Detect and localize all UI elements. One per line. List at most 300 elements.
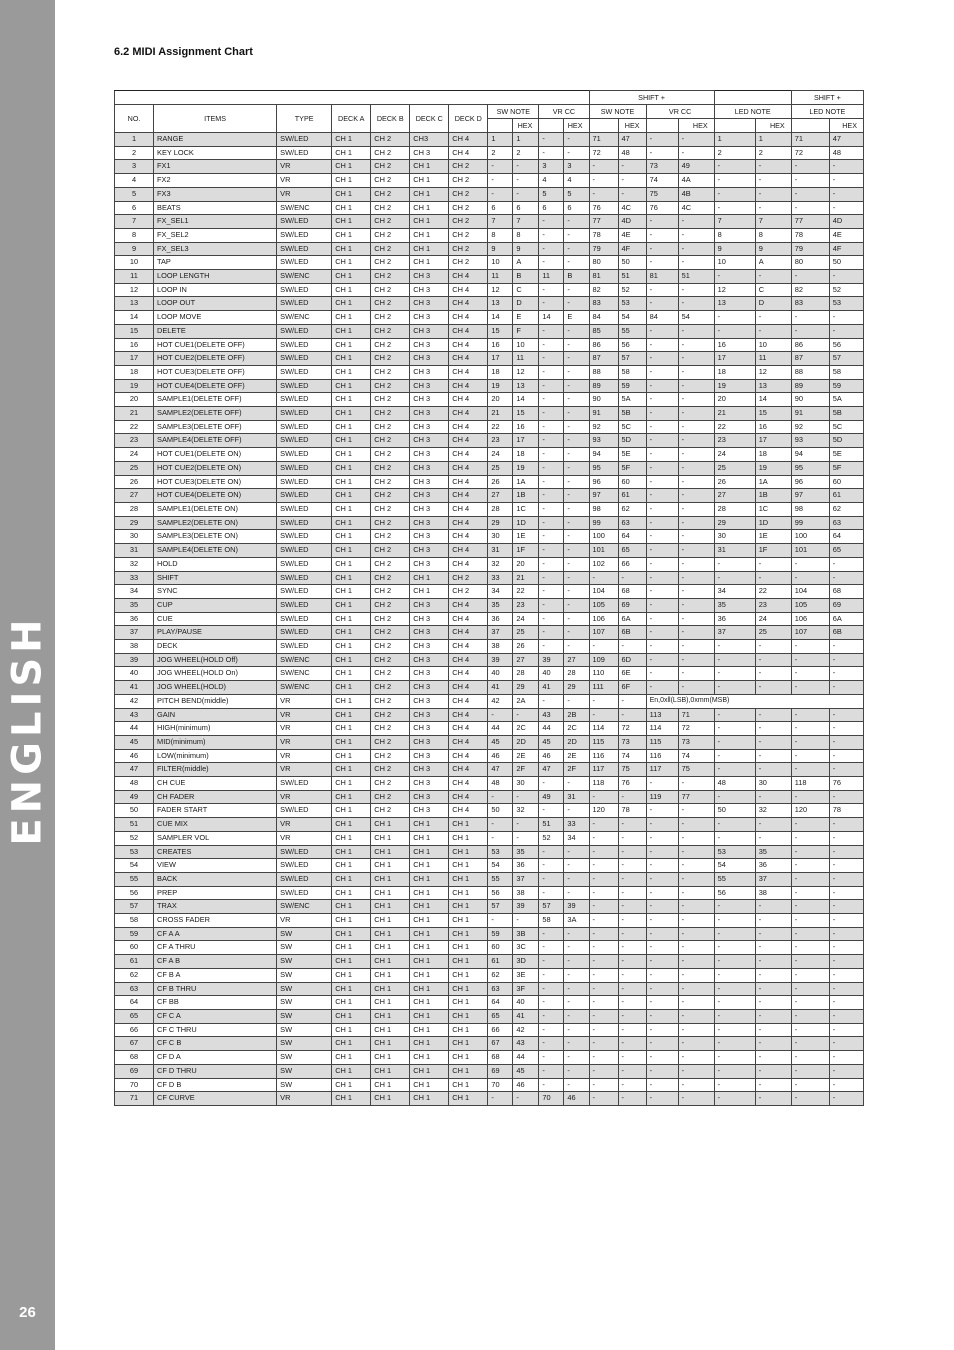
table-cell: SW/LED — [277, 544, 332, 558]
table-cell: - — [589, 1064, 618, 1078]
table-cell: - — [678, 475, 714, 489]
row-number: 9 — [115, 242, 154, 256]
table-cell: CH 3 — [410, 146, 449, 160]
table-cell: - — [564, 297, 589, 311]
table-cell: - — [539, 941, 564, 955]
item-name: TAP — [154, 256, 277, 270]
table-cell: D — [513, 297, 539, 311]
table-row — [115, 1092, 864, 1106]
item-name: HOT CUE4(DELETE OFF) — [154, 379, 277, 393]
table-cell: - — [791, 1078, 829, 1092]
table-cell: - — [564, 872, 589, 886]
table-cell: CH 4 — [449, 270, 488, 284]
table-cell: CH 3 — [410, 790, 449, 804]
table-cell: 27 — [488, 489, 513, 503]
table-cell: 1B — [755, 489, 791, 503]
table-cell: - — [618, 571, 646, 585]
table-cell: SW/LED — [277, 379, 332, 393]
table-row — [115, 461, 864, 475]
table-cell: SW/LED — [277, 338, 332, 352]
table-cell: - — [564, 996, 589, 1010]
table-cell: 56 — [714, 886, 755, 900]
table-cell: CH 2 — [371, 708, 410, 722]
table-cell: 7 — [513, 215, 539, 229]
table-cell: 4 — [539, 174, 564, 188]
item-name: CUP — [154, 598, 277, 612]
table-cell: SW/LED — [277, 612, 332, 626]
table-cell: - — [829, 1092, 863, 1106]
table-cell: 41 — [513, 1010, 539, 1024]
table-cell: 22 — [513, 585, 539, 599]
table-cell: CH 1 — [332, 749, 371, 763]
table-cell: - — [678, 352, 714, 366]
table-cell: - — [564, 626, 589, 640]
table-cell: 78 — [589, 228, 618, 242]
table-cell: 4C — [678, 201, 714, 215]
table-cell: CH 3 — [410, 777, 449, 791]
table-cell: CH 2 — [449, 242, 488, 256]
table-cell: 23 — [513, 598, 539, 612]
table-cell: - — [646, 215, 678, 229]
table-cell: - — [539, 927, 564, 941]
table-cell: - — [714, 270, 755, 284]
table-cell: - — [791, 818, 829, 832]
table-cell: - — [829, 818, 863, 832]
table-cell: - — [618, 818, 646, 832]
table-cell: 2C — [513, 722, 539, 736]
table-cell: SW/LED — [277, 256, 332, 270]
table-cell: - — [678, 1023, 714, 1037]
item-name: CF A THRU — [154, 941, 277, 955]
table-cell: 16 — [513, 420, 539, 434]
table-cell: CH 1 — [371, 1037, 410, 1051]
item-name: GAIN — [154, 708, 277, 722]
midi-assignment-table — [114, 90, 864, 1106]
table-row — [115, 407, 864, 421]
item-name: HOT CUE1(DELETE ON) — [154, 448, 277, 462]
table-cell: - — [589, 1037, 618, 1051]
col-header-deck-d: DECK D — [449, 105, 488, 133]
table-cell: - — [564, 242, 589, 256]
hex-header: HEX — [564, 119, 589, 133]
table-cell: 43 — [513, 1037, 539, 1051]
table-cell: - — [618, 1023, 646, 1037]
table-cell: CH 1 — [410, 996, 449, 1010]
table-cell: VR — [277, 174, 332, 188]
table-cell: 75 — [678, 763, 714, 777]
table-row — [115, 818, 864, 832]
table-cell: 44 — [488, 722, 513, 736]
table-cell: CH 1 — [332, 201, 371, 215]
table-cell: - — [539, 352, 564, 366]
col-header-deck-a: DECK A — [332, 105, 371, 133]
table-cell: 21 — [714, 407, 755, 421]
table-cell: 5B — [618, 407, 646, 421]
table-body — [115, 133, 864, 1106]
row-number: 2 — [115, 146, 154, 160]
table-cell: - — [646, 1037, 678, 1051]
table-cell: - — [564, 968, 589, 982]
table-cell: 64 — [618, 530, 646, 544]
table-cell: - — [589, 640, 618, 654]
table-cell: - — [618, 160, 646, 174]
table-cell: 58 — [829, 365, 863, 379]
table-cell: - — [539, 585, 564, 599]
table-cell: 30 — [714, 530, 755, 544]
table-cell: 24 — [488, 448, 513, 462]
table-cell: B — [513, 270, 539, 284]
table-cell: - — [564, 557, 589, 571]
table-cell: CH 3 — [410, 393, 449, 407]
table-cell: 23 — [488, 434, 513, 448]
table-cell: - — [714, 1010, 755, 1024]
item-name: CROSS FADER — [154, 914, 277, 928]
shift-group-header: SHIFT + — [791, 91, 863, 105]
table-cell: CH 1 — [371, 982, 410, 996]
table-cell: - — [564, 1064, 589, 1078]
table-cell: 4E — [618, 228, 646, 242]
table-cell: SW/LED — [277, 365, 332, 379]
table-cell: 2 — [755, 146, 791, 160]
table-cell: - — [714, 187, 755, 201]
table-cell: 116 — [589, 749, 618, 763]
item-name: DECK — [154, 640, 277, 654]
table-cell: 64 — [488, 996, 513, 1010]
table-cell: 22 — [755, 585, 791, 599]
table-cell: CH 1 — [332, 612, 371, 626]
table-row — [115, 735, 864, 749]
table-cell: CH 1 — [332, 708, 371, 722]
table-cell: - — [646, 379, 678, 393]
table-cell: - — [678, 886, 714, 900]
table-cell: 44 — [539, 722, 564, 736]
row-number: 7 — [115, 215, 154, 229]
table-cell: - — [678, 557, 714, 571]
row-number: 60 — [115, 941, 154, 955]
table-cell: 62 — [488, 968, 513, 982]
table-cell: - — [791, 201, 829, 215]
table-cell: 54 — [714, 859, 755, 873]
table-cell: - — [488, 790, 513, 804]
table-cell: 37 — [714, 626, 755, 640]
table-cell: CH 2 — [371, 434, 410, 448]
table-cell: CH 3 — [410, 530, 449, 544]
table-cell: - — [564, 845, 589, 859]
table-cell: F — [513, 324, 539, 338]
table-cell: 1F — [755, 544, 791, 558]
table-cell: 4F — [829, 242, 863, 256]
table-cell: 70 — [539, 1092, 564, 1106]
table-cell: 33 — [488, 571, 513, 585]
table-row — [115, 777, 864, 791]
table-cell: - — [488, 708, 513, 722]
table-cell: - — [678, 215, 714, 229]
table-cell: VR — [277, 790, 332, 804]
item-name: SAMPLE2(DELETE ON) — [154, 516, 277, 530]
table-cell: - — [829, 982, 863, 996]
table-cell: 4D — [829, 215, 863, 229]
col-header-led-note: LED NOTE — [714, 105, 791, 119]
table-cell: 5 — [539, 187, 564, 201]
table-cell: - — [678, 612, 714, 626]
row-number: 30 — [115, 530, 154, 544]
table-cell: 91 — [589, 407, 618, 421]
table-cell: CH 1 — [332, 228, 371, 242]
table-cell: CH 1 — [410, 845, 449, 859]
table-cell: - — [678, 283, 714, 297]
table-cell: 16 — [488, 338, 513, 352]
table-cell: SW/LED — [277, 434, 332, 448]
table-cell: - — [791, 324, 829, 338]
table-cell: 5D — [618, 434, 646, 448]
table-cell: 71 — [791, 133, 829, 147]
table-cell: CH 2 — [371, 461, 410, 475]
table-cell: CH 2 — [371, 557, 410, 571]
table-cell: 1D — [755, 516, 791, 530]
table-cell: - — [714, 557, 755, 571]
table-cell: VR — [277, 160, 332, 174]
table-cell: - — [678, 804, 714, 818]
table-cell: - — [564, 516, 589, 530]
table-cell: 14 — [513, 393, 539, 407]
table-cell: 15 — [755, 407, 791, 421]
row-number: 26 — [115, 475, 154, 489]
table-cell: - — [678, 927, 714, 941]
item-name: LOOP IN — [154, 283, 277, 297]
table-cell: - — [646, 585, 678, 599]
item-name: CUE MIX — [154, 818, 277, 832]
table-cell: - — [539, 859, 564, 873]
table-cell: - — [714, 324, 755, 338]
table-cell: CH 3 — [410, 461, 449, 475]
table-cell: - — [589, 900, 618, 914]
table-cell: SW/ENC — [277, 681, 332, 695]
table-cell: - — [755, 831, 791, 845]
table-cell: 4E — [829, 228, 863, 242]
table-cell: - — [564, 694, 589, 708]
item-name: PITCH BEND(middle) — [154, 694, 277, 708]
table-cell: 35 — [488, 598, 513, 612]
table-cell: 19 — [714, 379, 755, 393]
table-cell: SW/LED — [277, 242, 332, 256]
table-cell: CH 2 — [371, 777, 410, 791]
table-cell: 7 — [714, 215, 755, 229]
table-cell: - — [618, 187, 646, 201]
table-cell: 1A — [513, 475, 539, 489]
table-cell: CH 2 — [449, 160, 488, 174]
item-name: LOW(minimum) — [154, 749, 277, 763]
table-cell: CH 1 — [449, 1010, 488, 1024]
table-row — [115, 516, 864, 530]
table-cell: CH 2 — [371, 256, 410, 270]
item-name: CUE — [154, 612, 277, 626]
table-cell: 10 — [714, 256, 755, 270]
table-cell: - — [646, 968, 678, 982]
table-cell: 5D — [829, 434, 863, 448]
table-row — [115, 831, 864, 845]
table-cell: 39 — [488, 653, 513, 667]
table-cell: - — [714, 201, 755, 215]
table-cell: - — [539, 777, 564, 791]
table-cell: - — [646, 228, 678, 242]
table-cell: - — [618, 1078, 646, 1092]
table-cell: 53 — [488, 845, 513, 859]
table-cell: - — [646, 530, 678, 544]
table-cell: 24 — [513, 612, 539, 626]
table-cell: CH 1 — [332, 694, 371, 708]
table-cell: CH 1 — [332, 1092, 371, 1106]
table-cell: 1C — [513, 502, 539, 516]
table-cell: SW — [277, 996, 332, 1010]
table-cell: - — [513, 831, 539, 845]
table-cell: CH 1 — [371, 818, 410, 832]
table-cell: 80 — [589, 256, 618, 270]
table-cell: - — [564, 215, 589, 229]
row-number: 12 — [115, 283, 154, 297]
row-number: 28 — [115, 502, 154, 516]
table-cell: - — [714, 681, 755, 695]
table-cell: - — [714, 653, 755, 667]
table-cell: 6 — [564, 201, 589, 215]
table-cell: 60 — [488, 941, 513, 955]
table-cell: - — [678, 941, 714, 955]
table-cell: 36 — [714, 612, 755, 626]
table-cell: CH 1 — [332, 448, 371, 462]
table-cell: - — [791, 831, 829, 845]
table-row — [115, 804, 864, 818]
table-cell: - — [646, 598, 678, 612]
item-name: SAMPLE1(DELETE ON) — [154, 502, 277, 516]
table-row — [115, 557, 864, 571]
row-number: 61 — [115, 955, 154, 969]
table-cell: - — [646, 996, 678, 1010]
table-cell: - — [678, 653, 714, 667]
table-cell: - — [755, 201, 791, 215]
table-cell: - — [564, 352, 589, 366]
table-cell: - — [646, 489, 678, 503]
table-cell: - — [539, 598, 564, 612]
table-cell: - — [755, 1064, 791, 1078]
item-name: LOOP OUT — [154, 297, 277, 311]
table-cell: 36 — [513, 859, 539, 873]
item-name: HOT CUE3(DELETE OFF) — [154, 365, 277, 379]
table-cell: CH 2 — [371, 215, 410, 229]
table-cell: 47 — [488, 763, 513, 777]
table-cell: CH 2 — [371, 338, 410, 352]
table-cell: 68 — [488, 1051, 513, 1065]
table-cell: CH 4 — [449, 612, 488, 626]
table-cell: - — [539, 544, 564, 558]
table-cell: - — [539, 516, 564, 530]
table-cell: 46 — [564, 1092, 589, 1106]
table-cell: 55 — [714, 872, 755, 886]
table-cell: 93 — [791, 434, 829, 448]
table-cell: 106 — [589, 612, 618, 626]
item-name: FILTER(middle) — [154, 763, 277, 777]
table-cell: CH 1 — [410, 215, 449, 229]
table-cell: - — [539, 215, 564, 229]
table-cell: - — [589, 927, 618, 941]
table-cell: 54 — [488, 859, 513, 873]
table-cell: 16 — [755, 420, 791, 434]
table-cell: - — [513, 160, 539, 174]
table-cell: CH 2 — [371, 379, 410, 393]
item-name: CF BB — [154, 996, 277, 1010]
row-number: 23 — [115, 434, 154, 448]
row-number: 22 — [115, 420, 154, 434]
sidebar — [0, 0, 55, 1350]
table-cell: - — [829, 667, 863, 681]
table-cell: 3E — [513, 968, 539, 982]
table-cell: CH 1 — [332, 187, 371, 201]
table-cell: 63 — [488, 982, 513, 996]
table-cell: CH 1 — [410, 201, 449, 215]
row-number: 6 — [115, 201, 154, 215]
table-cell: - — [791, 571, 829, 585]
table-cell: CH 4 — [449, 694, 488, 708]
table-cell: CH 1 — [371, 1051, 410, 1065]
table-cell: - — [564, 1023, 589, 1037]
table-cell: CH 1 — [332, 242, 371, 256]
table-cell: - — [618, 927, 646, 941]
table-cell: - — [564, 598, 589, 612]
table-cell: - — [646, 352, 678, 366]
table-cell: CH 4 — [449, 324, 488, 338]
table-cell: - — [755, 1078, 791, 1092]
table-cell: CH 1 — [332, 831, 371, 845]
table-cell: CH 1 — [410, 187, 449, 201]
table-cell: 51 — [539, 818, 564, 832]
table-cell: - — [589, 1078, 618, 1092]
table-cell: SW/LED — [277, 571, 332, 585]
table-row — [115, 283, 864, 297]
table-cell: 18 — [755, 448, 791, 462]
table-cell: 1 — [755, 133, 791, 147]
table-cell: 27 — [714, 489, 755, 503]
table-cell: - — [755, 914, 791, 928]
table-cell: CH 1 — [410, 818, 449, 832]
table-cell: - — [589, 831, 618, 845]
table-cell: CH 4 — [449, 626, 488, 640]
table-cell: CH 1 — [410, 886, 449, 900]
row-number: 32 — [115, 557, 154, 571]
row-number: 27 — [115, 489, 154, 503]
table-cell: - — [513, 1092, 539, 1106]
table-row — [115, 160, 864, 174]
table-cell: - — [714, 914, 755, 928]
table-cell: - — [539, 256, 564, 270]
table-cell: - — [755, 174, 791, 188]
table-cell: 32 — [755, 804, 791, 818]
item-name: SAMPLE3(DELETE ON) — [154, 530, 277, 544]
table-cell: CH 4 — [449, 749, 488, 763]
table-cell: CH 1 — [332, 338, 371, 352]
table-cell: - — [646, 1023, 678, 1037]
table-row — [115, 585, 864, 599]
table-cell: - — [829, 201, 863, 215]
table-cell: 60 — [618, 475, 646, 489]
table-cell: - — [791, 667, 829, 681]
table-cell: - — [618, 174, 646, 188]
table-cell: CH 1 — [332, 297, 371, 311]
table-cell: - — [755, 270, 791, 284]
table-cell: 47 — [618, 133, 646, 147]
table-cell: 45 — [513, 1064, 539, 1078]
table-cell: CH 1 — [410, 859, 449, 873]
table-cell: CH 1 — [332, 256, 371, 270]
item-name: KEY LOCK — [154, 146, 277, 160]
table-cell: 40 — [539, 667, 564, 681]
